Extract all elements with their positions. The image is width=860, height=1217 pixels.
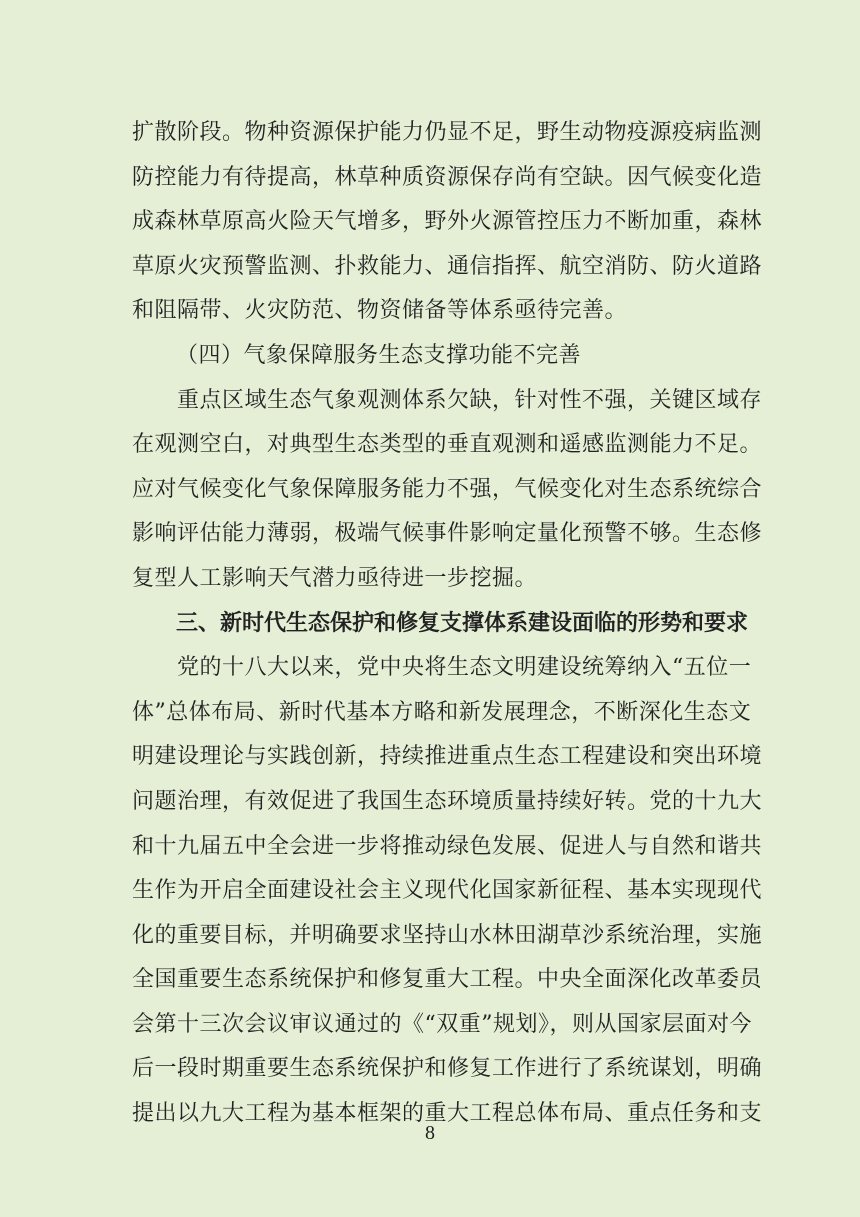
text-line: 后一段时期重要生态系统保护和修复工作进行了系统谋划，明确	[132, 1056, 763, 1082]
text-line: 防控能力有待提高，林草种质资源保存尚有空缺。因气候变化造	[132, 164, 763, 190]
text-line: 影响评估能力薄弱，极端气候事件影响定量化预警不够。生态修	[132, 521, 763, 547]
text-line: 和阻隔带、火灾防范、物资储备等体系亟待完善。	[132, 298, 628, 324]
text-line: 化的重要目标，并明确要求坚持山水林田湖草沙系统治理，实施	[132, 922, 763, 948]
text-line: 复型人工影响天气潜力亟待进一步挖掘。	[132, 565, 538, 591]
text-line: 成森林草原高火险天气增多，野外火源管控压力不断加重，森林	[132, 209, 763, 235]
text-line: 明建设理论与实践创新，持续推进重点生态工程建设和突出环境	[132, 744, 763, 770]
subheading-meteorology: （四）气象保障服务生态支撑功能不完善	[176, 342, 582, 368]
paragraph-situation	[132, 646, 763, 1137]
text-line: 应对气候变化气象保障服务能力不强，气候变化对生态系统综合	[132, 476, 763, 502]
paragraph-fire-prevention	[132, 111, 763, 334]
text-line: 重点区域生态气象观测体系欠缺，针对性不强，关键区域存	[132, 387, 763, 413]
text-line: 体”总体布局、新时代基本方略和新发展理念，不断深化生态文	[132, 699, 752, 725]
paragraph-meteorology	[132, 379, 763, 602]
text-line: 在观测空白，对典型生态类型的垂直观测和遥感监测能力不足。	[132, 432, 763, 458]
text-line: 全国重要生态系统保护和修复重大工程。中央全面深化改革委员	[132, 967, 763, 993]
text-line: 会第十三次会议审议通过的《“双重”规划》，则从国家层面对今	[132, 1011, 752, 1037]
page-number: 8	[425, 1122, 435, 1144]
text-line: 党的十八大以来，党中央将生态文明建设统筹纳入“五位一	[132, 655, 752, 681]
section-heading: 三、新时代生态保护和修复支撑体系建设面临的形势和要求	[176, 610, 749, 636]
text-line: 扩散阶段。物种资源保护能力仍显不足，野生动物疫源疫病监测	[132, 120, 763, 145]
page-body	[132, 111, 763, 1137]
text-line: 提出以九大工程为基本框架的重大工程总体布局、重点任务和支	[132, 1101, 763, 1127]
text-line: 问题治理，有效促进了我国生态环境质量持续好转。党的十九大	[132, 788, 763, 814]
text-line: 和十九届五中全会进一步将推动绿色发展、促进人与自然和谐共	[132, 833, 763, 859]
text-line: 生作为开启全面建设社会主义现代化国家新征程、基本实现现代	[132, 878, 763, 904]
text-line: 草原火灾预警监测、扑救能力、通信指挥、航空消防、防火道路	[132, 253, 763, 279]
